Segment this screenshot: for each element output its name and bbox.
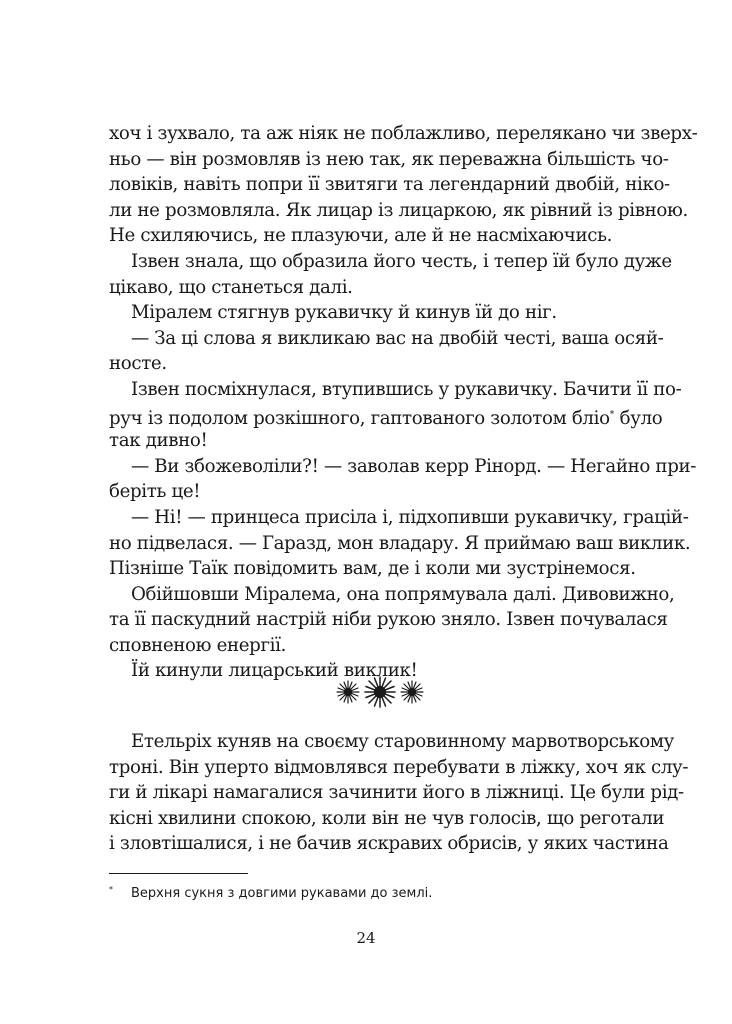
starburst-right-icon (401, 681, 423, 703)
text-fragment: руч із подолом розкішного, гаптованого золотом бліо (109, 407, 610, 429)
text-line: но підвелася. — Гаразд, мон владару. Я приймаю ваш виклик. (109, 532, 691, 554)
text-line: ньо — він розмовляв із нею так, як переважна більшість чо- (109, 148, 669, 170)
text-line: — Ви збожеволіли?! — заволав керр Рінорд. — Негайно при- (131, 455, 697, 477)
starburst-center-icon (365, 677, 395, 707)
main-text-block (109, 121, 698, 684)
text-line: — Ні! — принцеса присіла і, підхопивши рукавичку, грацій- (131, 506, 689, 528)
footnote-reference[interactable]: * (609, 409, 615, 420)
section-break-ornament-icon (332, 672, 428, 712)
text-fragment: було (614, 407, 663, 429)
second-section-text (109, 729, 689, 857)
text-line: Обійшовши Міралема, она попрямувала далі. Дивовижно, (131, 583, 675, 605)
footnote-marker: * (109, 885, 113, 894)
footnote (109, 880, 651, 904)
text-line: ли не розмовляла. Як лицар із лицаркою, як рівний із рівною. (109, 199, 688, 221)
footnote-divider (109, 873, 248, 874)
text-line-with-footnote (109, 403, 663, 429)
text-line: носте. (109, 353, 167, 375)
text-line: Міралем стягнув рукавичку й кинув їй до ніг. (131, 302, 557, 324)
text-line: так дивно! (109, 430, 208, 452)
starburst-left-icon (337, 681, 359, 703)
footnote-text: Верхня сукня з довгими рукавами до землі. (131, 886, 433, 901)
text-line: і зловтішалися, і не бачив яскравих обрисів, у яких частина (109, 833, 669, 855)
text-line: сповненою енергії. (109, 634, 287, 656)
text-line: та її паскудний настрій ніби рукою зняло. Ізвен почувалася (109, 609, 668, 631)
text-line: Ізвен знала, що образила його честь, і тепер їй було дуже (131, 250, 672, 272)
text-line: Ізвен посміхнулася, втупившись у рукавичку. Бачити її по- (131, 378, 682, 400)
text-line: кісні хвилини спокою, коли він не чув голосів, що реготали (109, 807, 665, 829)
page-number: 24 (356, 929, 376, 947)
text-line: Пізніше Таїк повідомить вам, де і коли ми зустрінемося. (109, 558, 636, 580)
text-line: ловіків, навіть попри її звитяги та легендарний двобій, ніко- (109, 174, 670, 196)
text-line: цікаво, що станеться далі. (109, 276, 353, 298)
text-line: Не схиляючись, не плазуючи, але й не насміхаючись. (109, 225, 613, 247)
text-line: Етельріх куняв на своєму старовинному марвотворському (131, 731, 674, 752)
text-line: хоч і зухвало, та аж ніяк не поблажливо, перелякано чи зверх- (109, 123, 698, 144)
text-line: — За ці слова я викликаю вас на двобій честі, ваша осяй- (131, 327, 664, 349)
text-line: ги й лікарі намагалися зачинити його в ліжниці. Це були рід- (109, 782, 684, 804)
text-line: Їй кинули лицарський виклик! (131, 660, 418, 682)
text-line: беріть це! (109, 481, 201, 503)
text-line: троні. Він уперто відмовлявся перебувати в ліжку, хоч як слу- (109, 756, 689, 778)
